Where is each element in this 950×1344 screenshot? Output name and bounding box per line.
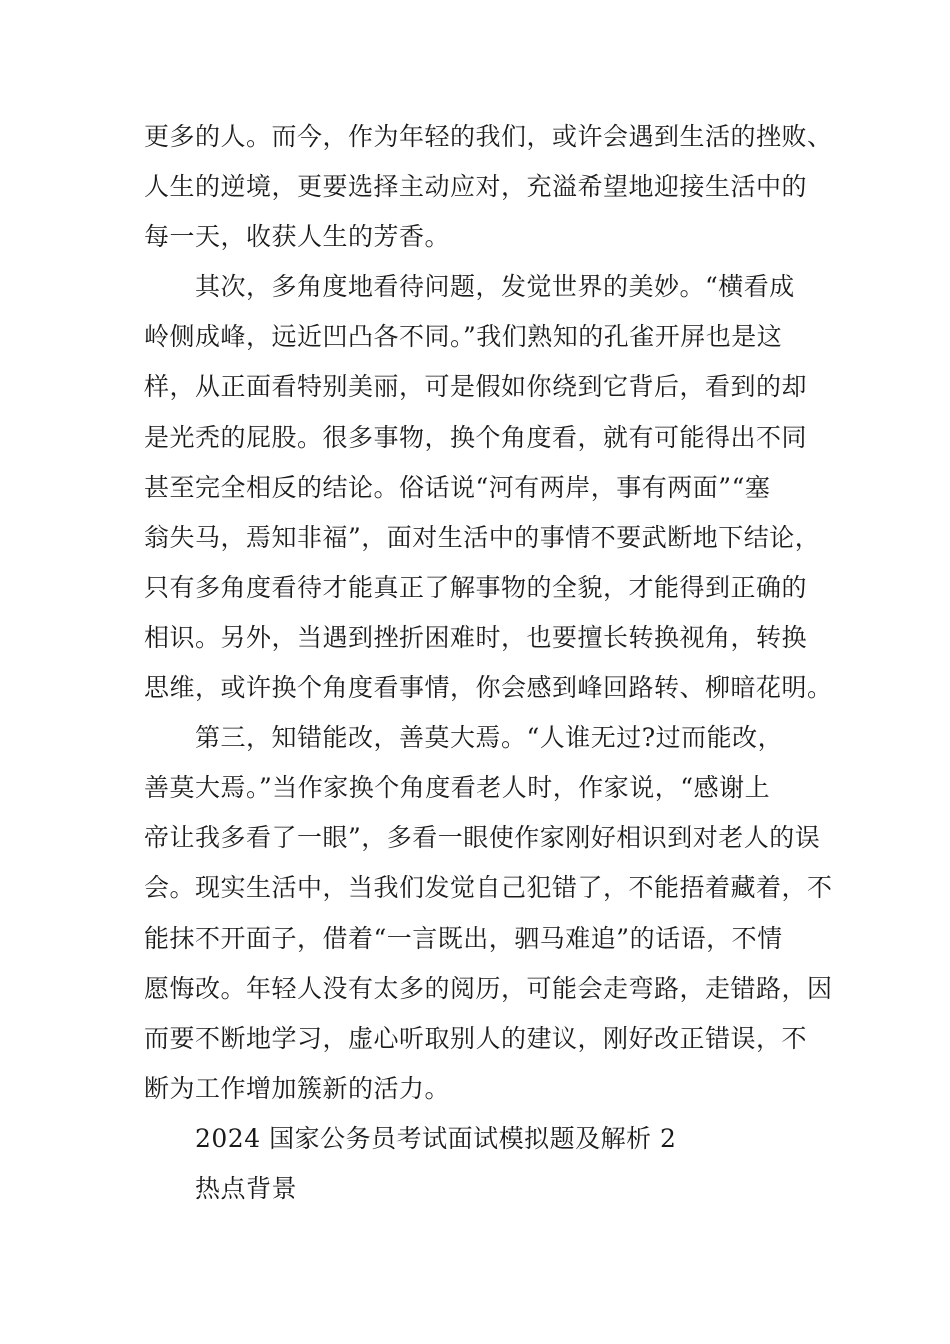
text-line: 只有多角度看待才能真正了解事物的全貌，才能得到正确的	[144, 572, 808, 602]
subsection-heading: 热点背景	[195, 1173, 298, 1203]
text-line: 思维，或许换个角度看事情，你会感到峰回路转、柳暗花明。	[144, 673, 833, 703]
text-line: 能抹不开面子，借着“一言既出，驷马难追”的话语，不情	[144, 923, 783, 953]
text-line: 愿悔改。年轻人没有太多的阅历，可能会走弯路，走错路，因	[144, 973, 833, 1003]
text-line: 相识。另外，当遇到挫折困难时，也要擅长转换视角，转换	[144, 622, 808, 652]
text-line: 翁失马，焉知非福”，面对生活中的事情不要武断地下结论，	[144, 522, 821, 552]
body-text	[144, 112, 833, 1214]
text-line: 样，从正面看特别美丽，可是假如你绕到它背后，看到的却	[144, 372, 808, 402]
paragraph-start-line: 其次，多角度地看待问题，发觉世界的美妙。“横看成	[195, 272, 795, 302]
text-line: 岭侧成峰，远近凹凸各不同。”我们熟知的孔雀开屏也是这	[144, 322, 783, 352]
paragraph-start-line: 第三，知错能改，善莫大焉。“人谁无过?过而能改，	[195, 723, 784, 753]
text-line: 甚至完全相反的结论。俗话说“河有两岸，事有两面”“塞	[144, 472, 771, 502]
text-line: 是光秃的屁股。很多事物，换个角度看，就有可能得出不同	[144, 422, 808, 452]
text-line: 帝让我多看了一眼”，多看一眼使作家刚好相识到对老人的误	[144, 823, 821, 853]
text-line: 每一天，收获人生的芳香。	[144, 222, 451, 252]
text-line: 更多的人。而今，作为年轻的我们，或许会遇到生活的挫败、	[144, 122, 833, 151]
text-line: 人生的逆境，更要选择主动应对，充溢希望地迎接生活中的	[144, 172, 808, 202]
text-line: 断为工作增加簇新的活力。	[144, 1073, 451, 1103]
text-line: 善莫大焉。”当作家换个角度看老人时，作家说，“感谢上	[144, 773, 771, 803]
text-line: 而要不断地学习，虚心听取别人的建议，刚好改正错误，不	[144, 1023, 808, 1053]
section-heading: 2024 国家公务员考试面试模拟题及解析 2	[195, 1123, 677, 1153]
text-line: 会。现实生活中，当我们发觉自己犯错了，不能捂着藏着，不	[144, 873, 833, 903]
